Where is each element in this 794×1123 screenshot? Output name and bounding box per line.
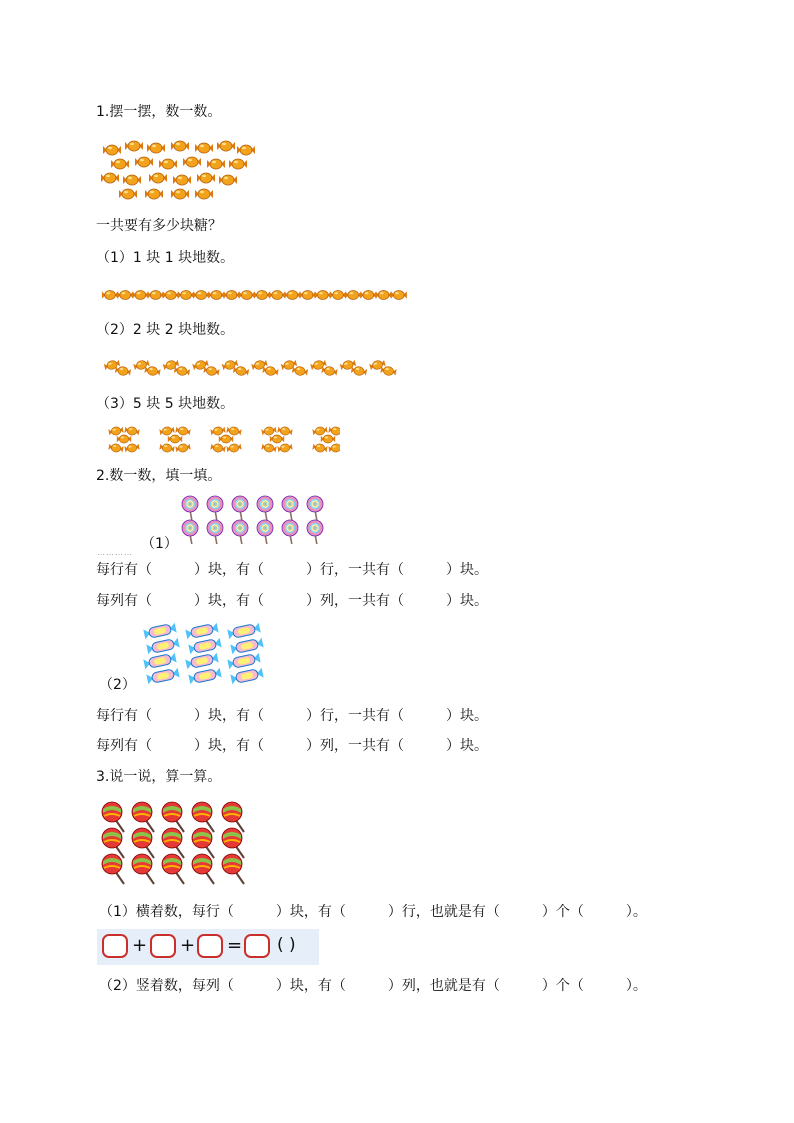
- lollipop-icon: [257, 520, 273, 544]
- q3-line2: （2）竖着数，每列（ ）块，有（ ）列，也就是有（ ）个（ ）。: [99, 978, 647, 994]
- candy-icon: [148, 291, 164, 300]
- wrapped-candy-icon: [143, 653, 176, 669]
- apple-lollipop-icon: [162, 802, 184, 832]
- apple-lollipop-icon: [222, 828, 244, 858]
- answer-box-3[interactable]: [197, 934, 223, 958]
- q3-title: 3.说一说，算一算。: [96, 769, 222, 785]
- plus-sign-1: +: [132, 935, 148, 956]
- equation-band: [97, 929, 319, 965]
- apple-lollipop-icon: [102, 802, 124, 832]
- q1-sub1: （1）1 块 1 块地数。: [96, 250, 235, 266]
- candy-icon: [239, 291, 255, 300]
- wrapped-candy-icon: [227, 623, 260, 639]
- lollipop-grid: [180, 494, 336, 544]
- apple-lollipop-icon: [132, 828, 154, 858]
- candy-icon: [321, 365, 338, 376]
- candy-icon: [219, 435, 233, 443]
- candy-icon: [300, 291, 316, 300]
- q2-title: 2.数一数，填一填。: [96, 468, 222, 484]
- lollipop-icon: [257, 496, 273, 521]
- lollipop-icon: [232, 496, 248, 521]
- q3-line1: （1）横着数，每行（ ）块，有（ ）行，也就是有（ ）个（ ）。: [99, 904, 647, 920]
- answer-box-2[interactable]: [150, 934, 176, 958]
- candy-icon: [226, 443, 242, 453]
- candy-icon: [380, 365, 397, 376]
- wrapped-candy-icon: [230, 668, 263, 684]
- candy-icon: [312, 443, 328, 453]
- candy-row-fives: [100, 423, 340, 455]
- candy-icon: [351, 365, 368, 376]
- apple-lollipop-icon: [162, 828, 184, 858]
- candy-icon: [210, 443, 226, 453]
- candy-icon: [117, 435, 131, 443]
- candy-icon: [261, 426, 277, 436]
- answer-box-result[interactable]: [244, 934, 270, 958]
- lollipop-icon: [282, 496, 298, 521]
- candy-icon: [391, 291, 407, 300]
- apple-lollipop-icon: [132, 854, 154, 884]
- plus-sign-2: +: [180, 935, 196, 956]
- candy-icon: [226, 426, 242, 436]
- candy-icon: [175, 426, 191, 436]
- candy-icon: [193, 291, 209, 300]
- candy-icon: [312, 426, 328, 436]
- apple-lollipop-icon: [102, 854, 124, 884]
- candy-heap-image: [98, 138, 260, 202]
- candy-icon: [345, 291, 361, 300]
- wrapped-candy-icon: [146, 668, 179, 684]
- apple-lollipop-icon: [222, 802, 244, 832]
- q1-sub2: （2）2 块 2 块地数。: [96, 322, 235, 338]
- wrapped-candy-icon: [185, 623, 218, 639]
- candy-icon: [277, 426, 293, 436]
- q1-question: 一共要有多少块糖？: [96, 218, 222, 234]
- candy-icon: [328, 426, 340, 436]
- candy-icon: [108, 443, 124, 453]
- candy-icon: [261, 443, 277, 453]
- q2-part1-dots: …………: [97, 548, 133, 557]
- wrapped-candy-icon: [143, 623, 176, 639]
- wrapped-candy-icon: [227, 653, 260, 669]
- candy-icon: [168, 435, 182, 443]
- candy-icon: [284, 291, 300, 300]
- wrapped-candy-grid: [140, 622, 266, 690]
- lollipop-icon: [307, 520, 323, 544]
- wrapped-candy-icon: [188, 668, 221, 684]
- candy-icon: [124, 443, 140, 453]
- candy-icon: [254, 291, 270, 300]
- q2-part1-label: （1）: [141, 536, 178, 552]
- unit-parentheses[interactable]: ( ): [277, 935, 296, 955]
- q1-title: 1.摆一摆，数一数。: [96, 104, 222, 120]
- lollipop-icon: [307, 496, 323, 521]
- candy-icon: [117, 291, 133, 300]
- apple-lollipop-icon: [102, 828, 124, 858]
- apple-lollipop-icon: [132, 802, 154, 832]
- wrapped-candy-icon: [188, 638, 221, 654]
- q2-part1-line1: 每行有（ ）块，有（ ）行，一共有（ ）块。: [96, 562, 488, 578]
- candy-icon: [233, 365, 250, 376]
- candy-icon: [203, 365, 220, 376]
- candy-icon: [159, 443, 175, 453]
- wrapped-candy-icon: [185, 653, 218, 669]
- candy-icon: [144, 365, 161, 376]
- equals-sign: =: [227, 935, 243, 956]
- candy-icon: [175, 443, 191, 453]
- lollipop-icon: [207, 496, 223, 521]
- candy-icon: [315, 291, 331, 300]
- lollipop-icon: [182, 496, 198, 521]
- candy-icon: [269, 291, 285, 300]
- candy-icon: [102, 291, 118, 300]
- candy-icon: [328, 443, 340, 453]
- candy-row-pairs: [100, 355, 405, 381]
- q2-part2-line1: 每行有（ ）块，有（ ）行，一共有（ ）块。: [96, 708, 488, 724]
- candy-icon: [163, 291, 179, 300]
- lollipop-icon: [182, 520, 198, 544]
- lollipop-icon: [232, 520, 248, 544]
- candy-icon: [277, 443, 293, 453]
- candy-icon: [108, 426, 124, 436]
- candy-icon: [174, 365, 191, 376]
- answer-box-1[interactable]: [102, 934, 128, 958]
- candy-icon: [270, 435, 284, 443]
- q2-part1-line2: 每列有（ ）块，有（ ）列，一共有（ ）块。: [96, 593, 488, 609]
- apple-lollipop-icon: [192, 802, 214, 832]
- candy-icon: [115, 365, 132, 376]
- candy-icon: [124, 426, 140, 436]
- wrapped-candy-icon: [146, 638, 179, 654]
- apple-lollipop-icon: [192, 828, 214, 858]
- candy-icon: [376, 291, 392, 300]
- q2-part2-label: （2）: [99, 677, 136, 693]
- candy-icon: [132, 291, 148, 300]
- candy-row-single: [100, 283, 410, 307]
- q2-part2-line2: 每列有（ ）块，有（ ）列，一共有（ ）块。: [96, 738, 488, 754]
- apple-lollipop-icon: [222, 854, 244, 884]
- apple-lollipop-icon: [192, 854, 214, 884]
- candy-icon: [208, 291, 224, 300]
- candy-icon: [292, 365, 309, 376]
- candy-icon: [159, 426, 175, 436]
- apple-lollipop-grid: [98, 800, 254, 888]
- candy-icon: [330, 291, 346, 300]
- candy-icon: [224, 291, 240, 300]
- lollipop-icon: [207, 520, 223, 544]
- candy-icon: [210, 426, 226, 436]
- q1-sub3: （3）5 块 5 块地数。: [96, 396, 235, 412]
- wrapped-candy-icon: [230, 638, 263, 654]
- apple-lollipop-icon: [162, 854, 184, 884]
- candy-icon: [178, 291, 194, 300]
- candy-icon: [321, 435, 335, 443]
- candy-icon: [360, 291, 376, 300]
- lollipop-icon: [282, 520, 298, 544]
- candy-icon: [262, 365, 279, 376]
